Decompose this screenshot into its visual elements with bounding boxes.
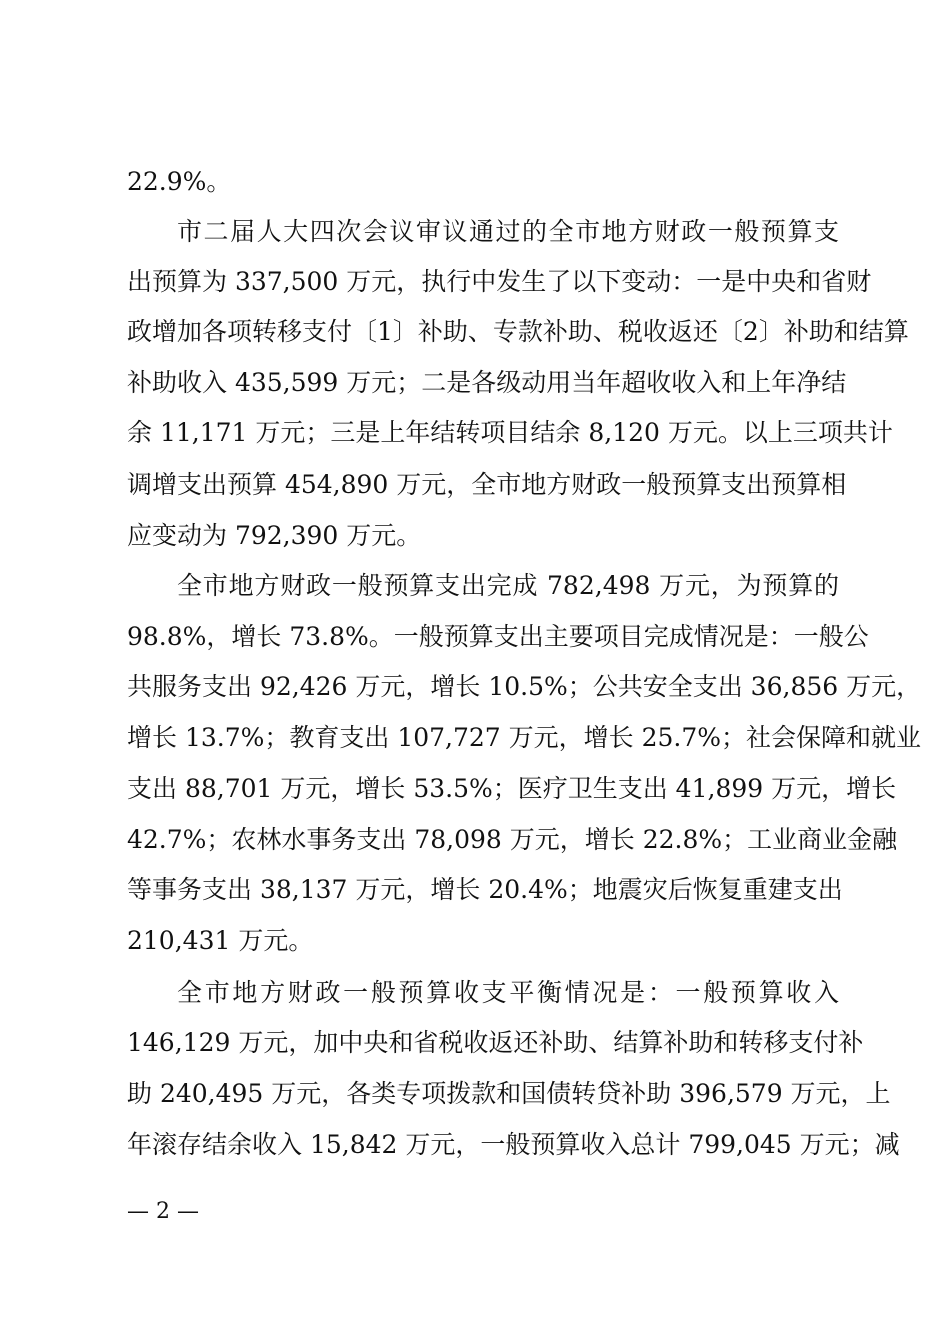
text-line: 增长 13.7%；教育支出 107,727 万元，增长 25.7%；社会保障和就业 xyxy=(127,723,922,752)
text-line: 共服务支出 92,426 万元，增长 10.5%；公共安全支出 36,856 万元， xyxy=(127,672,922,701)
text-line: 146,129 万元，加中央和省税收返还补助、结算补助和转移支付补 xyxy=(127,1028,864,1057)
text-line: 98.8%，增长 73.8%。一般预算支出主要项目完成情况是：一般公 xyxy=(127,622,869,651)
text-line: 政增加各项转移支付〔1〕补助、专款补助、税收返还〔2〕补助和结算 xyxy=(127,317,909,346)
paragraph-first-line: 全市地方财政一般预算收支平衡情况是：一般预算收入 xyxy=(177,978,839,1007)
text-line: 余 11,171 万元；三是上年结转项目结余 8,120 万元。以上三项共计 xyxy=(127,418,893,447)
paragraph-first-line: 市二届人大四次会议审议通过的全市地方财政一般预算支 xyxy=(177,217,839,246)
page-number: — 2 — xyxy=(127,1199,199,1224)
text-line: 210,431 万元。 xyxy=(127,926,314,955)
text-line: 等事务支出 38,137 万元，增长 20.4%；地震灾后恢复重建支出 xyxy=(127,875,843,904)
text-line: 调增支出预算 454,890 万元，全市地方财政一般预算支出预算相 xyxy=(127,470,847,499)
text-line: 42.7%；农林水事务支出 78,098 万元，增长 22.8%；工业商业金融 xyxy=(127,825,898,854)
text-line: 年滚存结余收入 15,842 万元，一般预算收入总计 799,045 万元；减 xyxy=(127,1130,900,1159)
text-line: 助 240,495 万元，各类专项拨款和国债转贷补助 396,579 万元，上 xyxy=(127,1079,891,1108)
text-line: 补助收入 435,599 万元；二是各级动用当年超收收入和上年净结 xyxy=(127,368,847,397)
text-line: 应变动为 792,390 万元。 xyxy=(127,521,422,550)
paragraph-first-line: 全市地方财政一般预算支出完成 782,498 万元，为预算的 xyxy=(177,571,839,600)
text-line: 出预算为 337,500 万元，执行中发生了以下变动：一是中央和省财 xyxy=(127,267,872,296)
text-line: 支出 88,701 万元，增长 53.5%；医疗卫生支出 41,899 万元，增长 xyxy=(127,774,897,803)
text-line: 22.9%。 xyxy=(127,167,232,196)
